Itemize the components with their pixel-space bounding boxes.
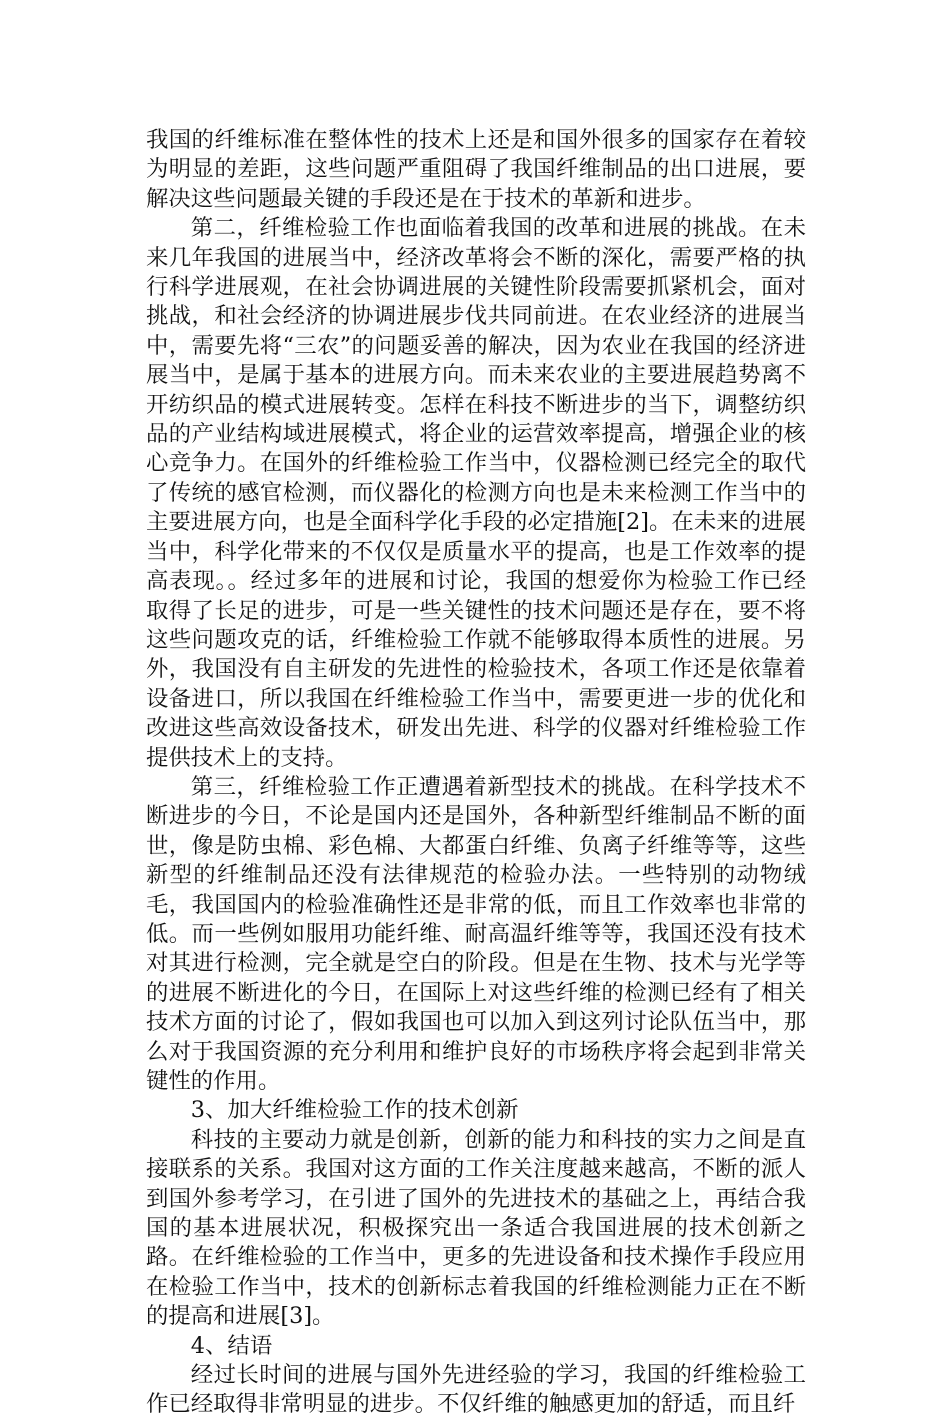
- section-heading-3: 3、加大纤维检验工作的技术创新: [190, 1097, 519, 1124]
- paragraph-2: 第二，纤维检验工作也面临着我国的改革和进展的挑战。在未来几年我国的进展当中，经济改革将会不断的深化，需要严格的执行科学进展观，在社会协调进展的关键性阶段需要抓紧机会，面对挑战，和社会经济的协调进展步伐共同前进。在农业经济的进展当中，需要先将“三农”的问题妥善的解决，因为农业在我国的经济进展当中，是属于基本的进展方向。而未来农业的主要进展趋势离不开纺织品的模式进展转变。怎样在科技不断进步的当下，调整纺织品的产业结构域进展模式，将企业的运营效率提高，增强企业的核心竞争力。在国外的纤维检验工作当中，仪器检测已经完全的取代了传统的感官检测，而仪器化的检测方向也是未来检测工作当中的主要进展方向，也是全面科学化手段的必定措施[2]。在未来的进展当中，科学化带来的不仅仅是质量水平的提高，也是工作效率的提高表现。。经过多年的进展和讨论，我国的想爱你为检验工作已经取得了长足的进步，可是一些关键性的技术问题还是存在，要不将这些问题攻克的话，纤维检验工作就不能够取得本质性的进展。另外，我国没有自主研发的先进性的检验技术，各项工作还是依靠着设备进口，所以我国在纤维检验工作当中，需要更进一步的优化和改进这些高效设备技术，研发出先进、科学的仪器对纤维检验工作提供技术上的支持。: [146, 215, 806, 771]
- paragraph-4: 科技的主要动力就是创新，创新的能力和科技的实力之间是直接联系的关系。我国对这方面的工作关注度越来越高，不断的派人到国外参考学习，在引进了国外的先进技术的基础之上，再结合我国的基本进展状况，积极探究出一条适合我国进展的技术创新之路。在纤维检验的工作当中，更多的先进设备和技术操作手段应用在检验工作当中，技术的创新标志着我国的纤维检测能力正在不断的提高和进展[3]。: [146, 1126, 806, 1330]
- paragraph-1: 我国的纤维标准在整体性的技术上还是和国外很多的国家存在着较为明显的差距，这些问题严重阻碍了我国纤维制品的出口进展，要解决这些问题最关键的手段还是在于技术的革新和进步。: [146, 127, 806, 212]
- document-page: [146, 126, 806, 1420]
- paragraph-5: 经过长时间的进展与国外先进经验的学习，我国的纤维检验工作已经取得非常明显的进步。不仅纤维的触感更加的舒适，而且纤: [146, 1362, 806, 1418]
- section-heading-4: 4、结语: [190, 1332, 273, 1359]
- paragraph-3: 第三，纤维检验工作正遭遇着新型技术的挑战。在科学技术不断进步的今日，不论是国内还是国外，各种新型纤维制品不断的面世，像是防虫棉、彩色棉、大都蛋白纤维、负离子纤维等等，这些新型的纤维制品还没有法律规范的检验办法。一些特别的动物绒毛，我国国内的检验准确性还是非常的低，而且工作效率也非常的低。而一些例如服用功能纤维、耐高温纤维等等，我国还没有技术对其进行检测，完全就是空白的阶段。但是在生物、技术与光学等的进展不断进化的今日，在国际上对这些纤维的检测已经有了相关技术方面的讨论了，假如我国也可以加入到这列讨论队伍当中，那么对于我国资源的充分利用和维护良好的市场秩序将会起到非常关键性的作用。: [146, 773, 806, 1094]
